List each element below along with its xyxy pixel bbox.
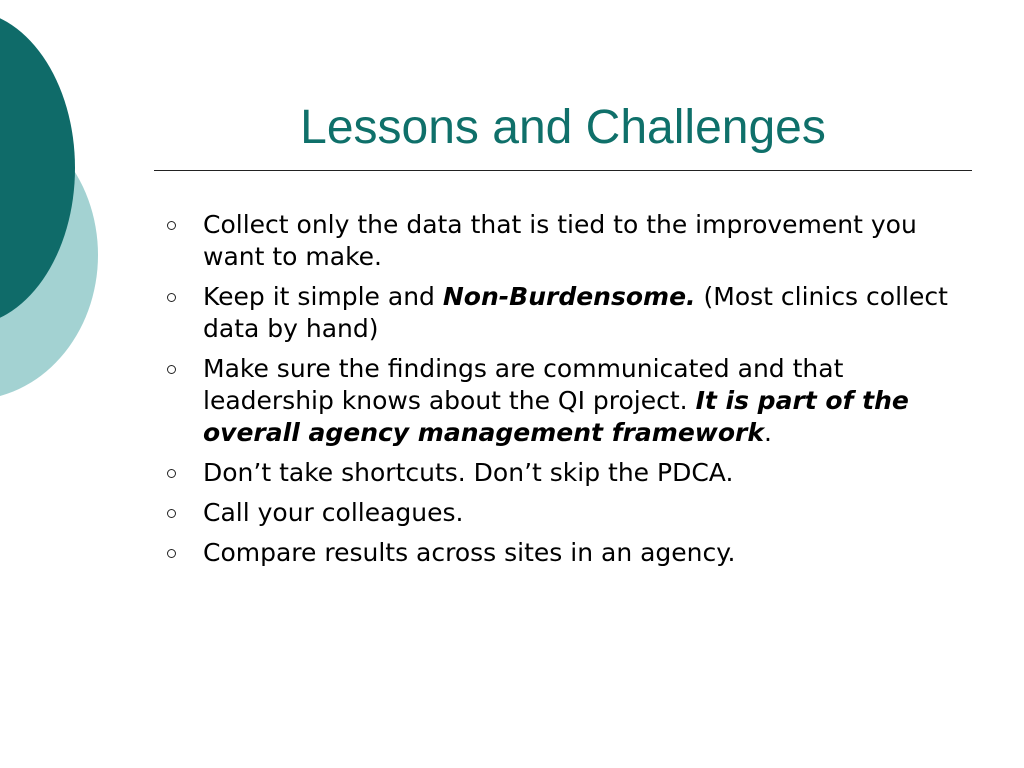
hollow-circle-bullet-icon — [167, 221, 176, 230]
bullet-item — [162, 209, 962, 273]
bullet-text: Collect only the data that is tied to the improvement you want to make. — [203, 210, 917, 271]
hollow-circle-bullet-icon — [167, 549, 176, 558]
bullet-item — [162, 457, 962, 489]
bullet-text: (Most clinics collect data by hand) — [203, 282, 948, 343]
bullet-text: Make sure the findings are communicated and that leadership knows about the QI project. — [203, 354, 844, 415]
bullet-item — [162, 497, 962, 529]
hollow-circle-bullet-icon — [167, 365, 176, 374]
bullet-item — [162, 537, 962, 569]
bullet-item — [162, 353, 962, 449]
decorative-circles — [0, 0, 110, 400]
hollow-circle-bullet-icon — [167, 293, 176, 302]
bullet-emphasis: It is part of the overall agency management framework — [203, 386, 909, 447]
bullet-text: Don’t take shortcuts. Don’t skip the PDCA. — [203, 458, 734, 487]
bullet-text: . — [764, 418, 772, 447]
bullet-text: Call your colleagues. — [203, 498, 464, 527]
hollow-circle-bullet-icon — [167, 469, 176, 478]
bullet-list — [162, 209, 962, 577]
bullet-item — [162, 281, 962, 345]
hollow-circle-bullet-icon — [167, 509, 176, 518]
bullet-text: Compare results across sites in an agency. — [203, 538, 736, 567]
bullet-emphasis: Non-Burdensome. — [442, 282, 696, 311]
bullet-text: Keep it simple and — [203, 282, 443, 311]
slide-title: Lessons and Challenges — [300, 101, 826, 154]
title-divider — [154, 170, 972, 171]
